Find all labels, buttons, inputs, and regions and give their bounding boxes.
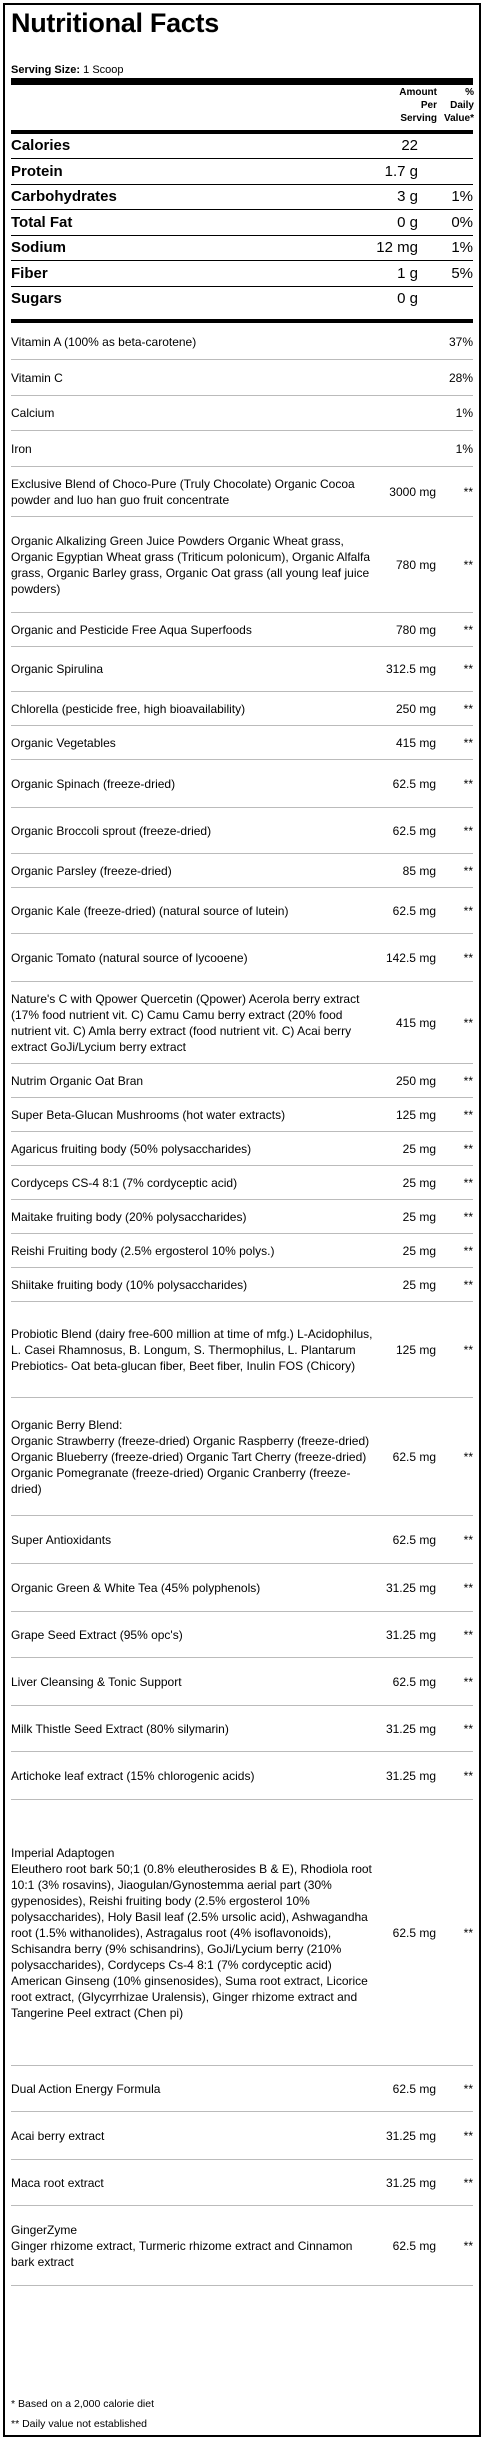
ingredient-row — [11, 760, 473, 808]
macro-name: Carbohydrates — [11, 188, 117, 205]
ingredient-daily-value: ** — [463, 1449, 473, 1464]
macro-amount: 0 g — [397, 290, 418, 307]
ingredient-row — [11, 854, 473, 888]
ingredient-daily-value: ** — [463, 1342, 473, 1357]
ingredient-row — [11, 1706, 473, 1752]
ingredient-amount: 780 mg — [395, 622, 436, 637]
ingredient-row — [11, 1612, 473, 1658]
ingredient-name: Reishi Fruiting body (2.5% ergosterol 10% polys.) — [11, 1243, 275, 1258]
amount-per-serving-header: Amount Per Serving — [399, 87, 437, 124]
ingredient-daily-value: ** — [463, 1107, 473, 1122]
macro-divider — [11, 235, 473, 236]
macro-name: Fiber — [11, 265, 48, 282]
macro-row — [11, 237, 473, 258]
ingredient-daily-value: ** — [463, 1627, 473, 1642]
ingredient-amount: 62.5 mg — [392, 2081, 436, 2096]
ingredient-name: Exclusive Blend of Choco-Pure (Truly Chocolate) Organic Cocoa powder and luo han guo fruit concentrate — [11, 477, 355, 507]
vitamin-daily-value: 1% — [455, 442, 473, 456]
ingredient-daily-value: ** — [463, 1768, 473, 1783]
vitamin-row — [11, 396, 473, 431]
ingredient-row — [11, 2066, 473, 2112]
vitamin-name: Calcium — [11, 406, 55, 420]
macro-amount: 0 g — [397, 214, 418, 231]
macro-amount: 1 g — [397, 265, 418, 282]
vitamin-daily-value: 28% — [448, 371, 473, 385]
ingredient-daily-value: ** — [463, 1015, 473, 1030]
ingredient-daily-value: ** — [463, 776, 473, 791]
ingredient-daily-value: ** — [463, 1073, 473, 1088]
ingredient-name: Chlorella (pesticide free, high bioavailability) — [11, 701, 246, 716]
ingredient-amount: 62.5 mg — [392, 776, 436, 791]
macro-daily-value: 1% — [451, 239, 473, 256]
ingredient-name: Imperial Adaptogen Eleuthero root bark 50;1 (0.8% eleutherosides B & E), Rhodiola root 10:1 (3% rosavins), Jiaogulan/Gynostemma aerial part (30% gypenosides), Reishi fruiting body (2.5% ergosterol 10% polysaccharides), Holy Basil leaf (2.5% ursolic acid), Ashwagandha root (1.5% withanolides), Astragalus root (4% isoflavonoids), Schisandra berry (9% schisandrins), GoJi/Lycium berry (210% polysaccharides), Cordyceps Cs-4 8:1 (7% cordyceptic acid) American Ginseng (10% ginsenosides), Suma root extract, Licorice root extract, (Glycyrrhizae Uralensis), Ginger rhizome extract and Tangerine Peel extract (Chen pi) — [11, 1845, 372, 2020]
ingredient-row — [11, 808, 473, 854]
ingredient-name: Organic Parsley (freeze-dried) — [11, 863, 172, 878]
header-thick-divider — [11, 130, 473, 134]
macro-amount: 12 mg — [376, 239, 418, 256]
ingredient-name: Super Antioxidants — [11, 1532, 112, 1547]
ingredient-daily-value: ** — [463, 863, 473, 878]
ingredient-row — [11, 1516, 473, 1564]
ingredient-daily-value: ** — [463, 1532, 473, 1547]
ingredient-name: Organic Tomato (natural source of lycooene) — [11, 950, 248, 965]
ingredient-daily-value: ** — [463, 1674, 473, 1689]
ingredient-row — [11, 1200, 473, 1234]
ingredient-row — [11, 1098, 473, 1132]
ingredient-amount: 25 mg — [402, 1141, 436, 1156]
ingredient-row — [11, 2160, 473, 2206]
ingredient-name: Organic Berry Blend: Organic Strawberry (freeze-dried) Organic Raspberry (freeze-dried) Organic Blueberry (freeze-dried) Organic Tart Cherry (freeze-dried) Organic Pomegranate (freeze-dried) Organic Cranberry (freeze-dried) — [11, 1417, 370, 1496]
ingredient-name: Nutrim Organic Oat Bran — [11, 1073, 144, 1088]
ingredient-daily-value: ** — [463, 1141, 473, 1156]
ingredient-daily-value: ** — [463, 1925, 473, 1940]
ingredient-row — [11, 1064, 473, 1098]
macro-row — [11, 212, 473, 233]
ingredient-daily-value: ** — [463, 2128, 473, 2143]
macro-divider — [11, 260, 473, 261]
ingredient-amount: 31.25 mg — [385, 1721, 436, 1736]
macro-amount: 22 — [401, 137, 418, 154]
ingredient-amount: 125 mg — [395, 1342, 436, 1357]
top-thick-divider — [11, 78, 473, 85]
ingredient-daily-value: ** — [463, 557, 473, 572]
ingredient-amount: 142.5 mg — [385, 950, 436, 965]
ingredient-daily-value: ** — [463, 701, 473, 716]
ingredient-name: Organic Spinach (freeze-dried) — [11, 776, 176, 791]
ingredient-daily-value: ** — [463, 2081, 473, 2096]
ingredient-name: Agaricus fruiting body (50% polysaccharides) — [11, 1141, 252, 1156]
ingredient-name: Probiotic Blend (dairy free-600 million at time of mfg.) L-Acidophilus, L. Casei Rhamnosus, B. Longum, S. Thermophilus, L. Plantarum Prebiotics- Oat beta-glucan fiber, Beet fiber, Inulin FOS (Chicory) — [11, 1326, 373, 1373]
ingredient-row — [11, 1268, 473, 1302]
ingredient-amount: 85 mg — [402, 863, 436, 878]
ingredient-row — [11, 1132, 473, 1166]
ingredient-row — [11, 726, 473, 760]
macro-name: Protein — [11, 163, 63, 180]
ingredient-name: Super Beta-Glucan Mushrooms (hot water extracts) — [11, 1107, 286, 1122]
ingredient-name: Organic Kale (freeze-dried) (natural source of lutein) — [11, 903, 289, 918]
vitamin-row — [11, 361, 473, 396]
ingredient-amount: 31.25 mg — [385, 2175, 436, 2190]
ingredient-daily-value: ** — [463, 1721, 473, 1736]
macro-amount: 1.7 g — [384, 163, 418, 180]
vitamin-row — [11, 432, 473, 467]
vitamin-name: Vitamin A (100% as beta-carotene) — [11, 335, 197, 349]
macro-divider — [11, 286, 473, 287]
serving-size — [11, 64, 124, 76]
macro-row — [11, 288, 473, 309]
ingredient-row — [11, 1658, 473, 1706]
macro-daily-value: 1% — [451, 188, 473, 205]
macro-divider — [11, 209, 473, 210]
ingredient-amount: 62.5 mg — [392, 903, 436, 918]
ingredient-daily-value: ** — [463, 950, 473, 965]
vitamin-name: Iron — [11, 442, 32, 456]
ingredient-name: Nature's C with Qpower Quercetin (Qpower) Acerola berry extract (17% food nutrient vit. C) Camu Camu berry extract (20% food nutrient vit. C) Amla berry extract (food nutrient vit. C) Acai berry extract GoJi/Lycium berry extract — [11, 991, 360, 1054]
ingredient-daily-value: ** — [463, 622, 473, 637]
ingredient-daily-value: ** — [463, 1175, 473, 1190]
macro-row — [11, 186, 473, 207]
ingredient-amount: 62.5 mg — [392, 1532, 436, 1547]
page-title: Nutritional Facts — [11, 8, 219, 38]
ingredient-amount: 415 mg — [395, 1015, 436, 1030]
ingredient-name: Organic Spirulina — [11, 662, 104, 676]
ingredient-amount: 31.25 mg — [385, 1580, 436, 1595]
macro-row — [11, 263, 473, 284]
ingredient-row — [11, 1234, 473, 1268]
ingredient-row — [11, 1800, 473, 2066]
macro-row — [11, 135, 473, 156]
vitamin-daily-value: 37% — [448, 335, 473, 349]
ingredient-row — [11, 1398, 473, 1516]
ingredient-amount: 250 mg — [395, 1073, 436, 1088]
ingredient-row — [11, 934, 473, 982]
ingredient-amount: 31.25 mg — [385, 1768, 436, 1783]
ingredient-daily-value: ** — [463, 735, 473, 750]
macro-name: Calories — [11, 137, 71, 154]
ingredient-amount: 62.5 mg — [392, 1925, 436, 1940]
ingredient-name: Organic and Pesticide Free Aqua Superfoods — [11, 622, 252, 637]
ingredient-amount: 780 mg — [395, 557, 436, 572]
ingredient-daily-value: ** — [463, 1209, 473, 1224]
macro-amount: 3 g — [397, 188, 418, 205]
ingredient-daily-value: ** — [463, 2175, 473, 2190]
ingredient-amount: 25 mg — [402, 1175, 436, 1190]
macro-divider — [11, 184, 473, 185]
ingredient-name: Organic Alkalizing Green Juice Powders Organic Wheat grass, Organic Egyptian Wheat grass (Triticum polonicum), Organic Alfalfa grass, Organic Barley grass, Organic Oat grass (all young leaf juice powders) — [11, 533, 371, 596]
ingredient-name: Shiitake fruiting body (10% polysaccharides) — [11, 1277, 248, 1292]
ingredient-amount: 3000 mg — [389, 485, 436, 499]
ingredient-name: Artichoke leaf extract (15% chlorogenic acids) — [11, 1768, 255, 1783]
ingredient-name: Maitake fruiting body (20% polysaccharides) — [11, 1209, 247, 1224]
ingredient-amount: 415 mg — [395, 735, 436, 750]
ingredient-name: Organic Green & White Tea (45% polyphenols) — [11, 1580, 261, 1595]
ingredient-row — [11, 468, 473, 517]
ingredient-daily-value: ** — [463, 662, 473, 676]
macro-daily-value: 5% — [451, 265, 473, 282]
ingredient-name: Maca root extract — [11, 2175, 104, 2190]
vitamin-daily-value: 1% — [455, 406, 473, 420]
ingredient-row — [11, 1752, 473, 1800]
ingredient-name: Dual Action Energy Formula — [11, 2081, 161, 2096]
ingredient-name: Liver Cleansing & Tonic Support — [11, 1674, 182, 1689]
macro-name: Sodium — [11, 239, 66, 256]
ingredient-row — [11, 2206, 473, 2286]
ingredient-amount: 62.5 mg — [392, 1449, 436, 1464]
daily-value-header: % Daily Value* — [443, 87, 474, 124]
macro-name: Sugars — [11, 290, 62, 307]
serving-size-label: Serving Size: — [11, 64, 81, 76]
ingredient-amount: 31.25 mg — [385, 2128, 436, 2143]
ingredient-amount: 62.5 mg — [392, 2238, 436, 2253]
ingredient-amount: 25 mg — [402, 1277, 436, 1292]
ingredient-row — [11, 888, 473, 934]
ingredient-name: Cordyceps CS-4 8:1 (7% cordyceptic acid) — [11, 1175, 238, 1190]
ingredient-amount: 312.5 mg — [385, 662, 436, 676]
ingredient-daily-value: ** — [463, 903, 473, 918]
ingredient-name: Milk Thistle Seed Extract (80% silymarin) — [11, 1721, 229, 1736]
ingredient-name: Grape Seed Extract (95% opc's) — [11, 1627, 183, 1642]
macro-row — [11, 161, 473, 182]
ingredient-daily-value: ** — [463, 823, 473, 838]
ingredient-name: GingerZyme Ginger rhizome extract, Turmeric rhizome extract and Cinnamon bark extract — [11, 2222, 353, 2269]
ingredient-amount: 62.5 mg — [392, 823, 436, 838]
ingredient-daily-value: ** — [463, 2238, 473, 2253]
macro-divider — [11, 158, 473, 159]
ingredient-daily-value: ** — [463, 1277, 473, 1292]
macros-thick-divider — [11, 319, 473, 323]
ingredient-name: Organic Broccoli sprout (freeze-dried) — [11, 823, 212, 838]
macro-daily-value: 0% — [451, 214, 473, 231]
ingredient-row — [11, 2112, 473, 2160]
ingredient-daily-value: ** — [463, 1243, 473, 1258]
ingredient-amount: 25 mg — [402, 1209, 436, 1224]
nutrition-facts-panel — [3, 3, 481, 2437]
ingredient-amount: 25 mg — [402, 1243, 436, 1258]
ingredient-row — [11, 1302, 473, 1398]
ingredient-amount: 31.25 mg — [385, 1627, 436, 1642]
ingredient-row — [11, 1564, 473, 1612]
ingredient-row — [11, 613, 473, 647]
vitamin-row — [11, 325, 473, 360]
ingredient-daily-value: ** — [463, 485, 473, 499]
ingredient-amount: 250 mg — [395, 701, 436, 716]
vitamin-name: Vitamin C — [11, 371, 63, 385]
ingredient-name: Acai berry extract — [11, 2128, 105, 2143]
ingredient-amount: 62.5 mg — [392, 1674, 436, 1689]
ingredient-daily-value: ** — [463, 1580, 473, 1595]
ingredient-amount: 125 mg — [395, 1107, 436, 1122]
macro-name: Total Fat — [11, 214, 73, 231]
serving-size-value: 1 Scoop — [83, 64, 124, 76]
ingredient-row — [11, 982, 473, 1064]
ingredient-name: Organic Vegetables — [11, 735, 116, 750]
ingredient-row — [11, 692, 473, 726]
ingredient-row — [11, 517, 473, 613]
ingredient-row — [11, 1166, 473, 1200]
footnote-dv-not-established: ** Daily value not established — [11, 2418, 147, 2430]
ingredient-row — [11, 647, 473, 692]
footnote-calorie-basis: * Based on a 2,000 calorie diet — [11, 2398, 155, 2410]
